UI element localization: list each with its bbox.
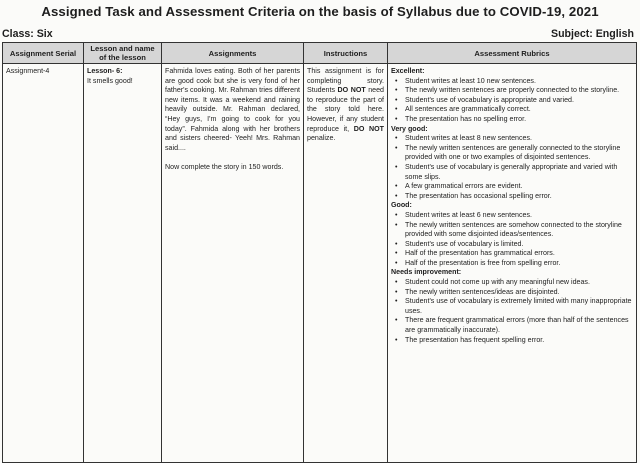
list-item: • Student's use of vocabulary is limited.: [405, 240, 633, 250]
list-item: • Half of the presentation is free from spelling error.: [405, 259, 633, 269]
instructions-part-2: need to reproduce the part of the story told here. However, if any student reproduce it,: [307, 86, 384, 133]
list-item: • Student writes at least 10 new sentences.: [405, 77, 633, 87]
lesson-name: It smells good!: [87, 76, 133, 85]
rubric-level-heading: Very good:: [391, 124, 428, 133]
cell-rubrics: [388, 64, 637, 463]
list-item: • The newly written sentences are generally connected to the storyline provided with one or two examples of disjointed sentences.: [405, 144, 633, 163]
header-lesson: Lesson and name of the lesson: [84, 43, 162, 64]
list-item: • A few grammatical errors are evident.: [405, 182, 633, 192]
cell-lesson: [84, 64, 162, 463]
table-header-row: [3, 43, 637, 64]
assessment-table: [2, 42, 637, 463]
list-item: • The newly written sentences/ideas are disjointed.: [405, 288, 633, 298]
table-row: [3, 64, 637, 463]
meta-row: [2, 28, 634, 42]
list-item: • The presentation has no spelling error.: [405, 115, 633, 125]
header-rubrics: Assessment Rubrics: [388, 43, 637, 64]
assignment-task: Now complete the story in 150 words.: [165, 163, 284, 172]
subject-label: Subject: English: [551, 28, 634, 40]
instructions-text: [307, 67, 384, 144]
rubric-very-good: [391, 125, 633, 202]
header-instructions: Instructions: [304, 43, 388, 64]
rubric-level-heading: Needs improvement:: [391, 268, 462, 277]
rubric-excellent: [391, 67, 633, 125]
rubric-level-heading: Excellent:: [391, 67, 425, 75]
list-item: • Student writes at least 6 new sentences.: [405, 211, 633, 221]
list-item: • There are frequent grammatical errors (more than half of the sentences are grammatically inaccurate).: [405, 316, 633, 335]
rubric-good: [391, 201, 633, 268]
instructions-emphasis-2: DO NOT: [353, 124, 384, 133]
instructions-emphasis-1: DO NOT: [337, 86, 366, 95]
cell-assignment: [162, 64, 304, 463]
header-assignments: Assignments: [162, 43, 304, 64]
instructions-part-3: penalize.: [307, 134, 336, 143]
assignment-story: Fahmida loves eating. Both of her parents are good cook but she is very fond of her father's cooking. Mr. Rahman tries different new items. It was a weekend and raining heavily outside. Mr. Rahman declared, “Hey guys, I'm going to cook for you today”. Fahmida along with her brothers and sisters cheered- Yeeh! Mrs. Rahman said....: [165, 67, 300, 152]
rubric-needs-improvement: [391, 268, 633, 345]
list-item: • The newly written sentences are somehow connected to the storyline provided with some disjointed ideas/sentences.: [405, 221, 633, 240]
instructions-part-1: This assignment is for completing story. Students: [307, 67, 384, 95]
list-item: • The presentation has frequent spelling error.: [405, 336, 633, 346]
list-item: • Student's use of vocabulary is appropriate and varied.: [405, 96, 633, 106]
cell-instructions: [304, 64, 388, 463]
list-item: • The presentation has occasional spelling error.: [405, 192, 633, 202]
list-item: • Student's use of vocabulary is generally appropriate and varied with some slips.: [405, 163, 633, 182]
lesson-number: Lesson- 6:: [87, 67, 123, 75]
list-item: • Half of the presentation has grammatical errors.: [405, 249, 633, 259]
class-label: Class: Six: [2, 28, 53, 40]
list-item: • Student writes at least 8 new sentences.: [405, 134, 633, 144]
list-item: • All sentences are grammatically correct.: [405, 105, 633, 115]
header-serial: Assignment Serial: [3, 43, 84, 64]
document-title: Assigned Task and Assessment Criteria on the basis of Syllabus due to COVID-19, 2021: [41, 4, 599, 19]
list-item: • Student could not come up with any meaningful new ideas.: [405, 278, 633, 288]
list-item: • Student's use of vocabulary is extremely limited with many inappropriate uses.: [405, 297, 633, 316]
assignment-serial: Assignment-4: [6, 67, 50, 75]
cell-serial: [3, 64, 84, 463]
rubric-level-heading: Good:: [391, 201, 412, 210]
list-item: • The newly written sentences are properly connected to the storyline.: [405, 86, 633, 96]
